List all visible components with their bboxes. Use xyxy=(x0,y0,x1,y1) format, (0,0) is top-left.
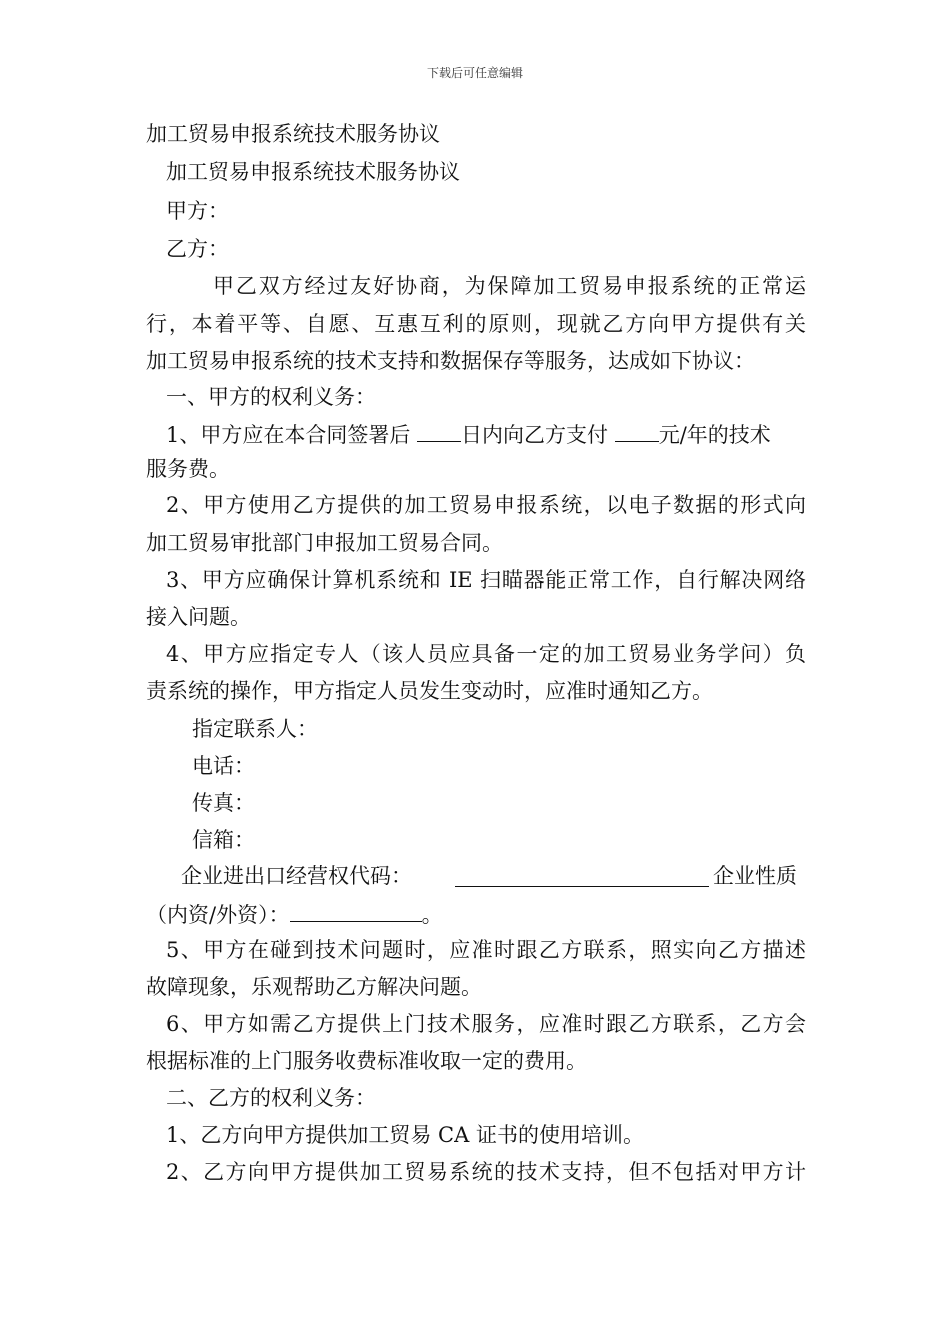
capital-type-line xyxy=(146,899,443,929)
trade-code-line xyxy=(181,862,806,890)
party-a-label: 甲方： xyxy=(166,199,229,223)
trade-code-blank xyxy=(455,864,709,887)
contact-person-label: 指定联系人： xyxy=(192,717,318,741)
fee-blank xyxy=(615,419,659,442)
section-2-title: 二、乙方的权利义务： xyxy=(166,1086,376,1110)
item-1-line xyxy=(166,419,771,449)
item-2-line-1: 2、甲方使用乙方提供的加工贸易申报系统，以电子数据的形式向 xyxy=(166,493,806,517)
b-item-2: 2、乙方向甲方提供加工贸易系统的技术支持，但不包括对甲方计 xyxy=(166,1160,806,1184)
item-5-line-2: 故障现象，乐观帮助乙方解决问题。 xyxy=(146,975,482,999)
item-1-part-b: 日内向乙方支付 xyxy=(461,423,615,447)
item-4-line-2: 责系统的操作，甲方指定人员发生变动时，应准时通知乙方。 xyxy=(146,679,713,703)
party-b-label: 乙方： xyxy=(166,237,229,261)
item-6-line-1: 6、甲方如需乙方提供上门技术服务，应准时跟乙方联系，乙方会 xyxy=(166,1012,806,1036)
item-2-line-2: 加工贸易审批部门申报加工贸易合同。 xyxy=(146,531,503,555)
intro-line-3: 加工贸易申报系统的技术支持和数据保存等服务，达成如下协议： xyxy=(146,349,755,373)
enterprise-nature-label: 企业性质 xyxy=(713,864,797,888)
document-title: 加工贸易申报系统技术服务协议 xyxy=(146,122,440,146)
item-6-line-2: 根据标准的上门服务收费标准收取一定的费用。 xyxy=(146,1049,587,1073)
capital-type-blank xyxy=(290,899,422,922)
item-3-line-2: 接入问题。 xyxy=(146,605,251,629)
item-3-line-1: 3、甲方应确保计算机系统和 IE 扫瞄器能正常工作，自行解决网络 xyxy=(166,568,806,592)
header-note: 下载后可任意编辑 xyxy=(426,66,523,80)
fax-label: 传真： xyxy=(192,791,255,815)
b-item-1: 1、乙方向甲方提供加工贸易 CA 证书的使用培训。 xyxy=(166,1123,644,1147)
trade-code-label: 企业进出口经营权代码： xyxy=(181,864,412,888)
item-1-part-c: 元/年的技术 xyxy=(658,423,771,447)
email-label: 信箱： xyxy=(192,828,255,852)
phone-label: 电话： xyxy=(192,754,255,778)
item-5-line-1: 5、甲方在碰到技术问题时，应准时跟乙方联系，照实向乙方描述 xyxy=(166,938,806,962)
capital-type-label: （内资/外资）： xyxy=(146,903,290,927)
agreement-subtitle: 加工贸易申报系统技术服务协议 xyxy=(166,160,460,184)
item-4-line-1: 4、甲方应指定专人（该人员应具备一定的加工贸易业务学问）负 xyxy=(166,642,806,666)
section-1-title: 一、甲方的权利义务： xyxy=(166,385,376,409)
intro-line-2: 行，本着平等、自愿、互惠互利的原则，现就乙方向甲方提供有关 xyxy=(146,312,806,336)
days-blank xyxy=(417,419,461,442)
period-mark: 。 xyxy=(421,903,443,927)
item-1-part-a: 1、甲方应在本合同签署后 xyxy=(166,423,418,447)
item-1-continuation: 服务费。 xyxy=(146,457,230,481)
intro-line-1: 甲乙双方经过友好协商，为保障加工贸易申报系统的正常运 xyxy=(213,274,806,298)
